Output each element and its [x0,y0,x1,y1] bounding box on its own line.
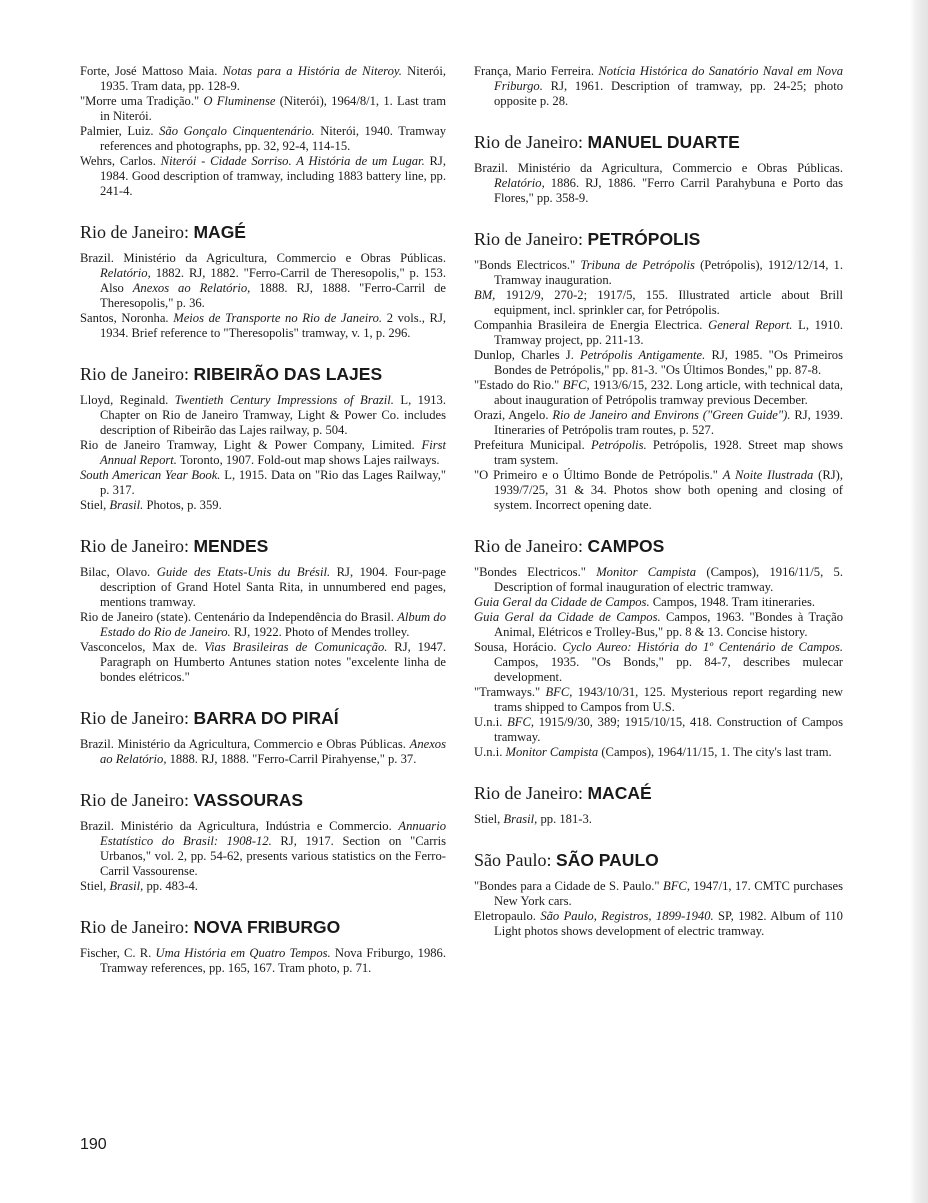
bibliography-entry: Wehrs, Carlos. Niterói - Cidade Sorriso. A História de um Lugar. RJ, 1984. Good description of tramway, including 1883 battery line, pp. 241-4. [80,154,446,198]
bibliography-entry: Brazil. Ministério da Agricultura, Indústria e Commercio. Annuario Estatístico do Brasil: 1908-12. RJ, 1917. Section on "Carris Urbanos," vol. 2, pp. 54-62, presents various statistics on the Ferro-Carril Vassourense. [80,819,446,878]
section-heading [474,131,843,153]
bibliography-entry: "Tramways." BFC, 1943/10/31, 125. Mysterious report regarding new trams shipped to Campos from U.S. [474,685,843,714]
bibliography-entry: Brazil. Ministério da Agricultura, Commercio e Obras Públicas. Relatório, 1886. RJ, 1886. "Ferro Carril Parahybuna e Porto das Flores," pp. 358-9. [474,161,843,205]
bibliography-entry: "O Primeiro e o Último Bonde de Petrópolis." A Noite Ilustrada (RJ), 1939/7/25, 31 & 34. Photos show both opening and closing of system. Incorrect opening date. [474,468,843,512]
heading-region: Rio de Janeiro: [80,917,194,937]
section-heading [474,535,843,557]
bibliography-entry: Prefeitura Municipal. Petrópolis. Petrópolis, 1928. Street map shows tram system. [474,438,843,467]
bibliography-entry: Brazil. Ministério da Agricultura, Commercio e Obras Públicas. Relatório, 1882. RJ, 1882. "Ferro-Carril de Theresopolis," p. 153. Also Anexos ao Relatório, 1888. RJ, 1888. "Ferro-Carril de Theresopolis," p. 36. [80,251,446,310]
heading-region: Rio de Janeiro: [474,536,588,556]
bibliography-entry: U.n.i. BFC, 1915/9/30, 389; 1915/10/15, 418. Construction of Campos tramway. [474,715,844,744]
bibliography-entry: South American Year Book. L, 1915. Data on "Rio das Lages Railway," p. 317. [80,468,446,497]
left-column [80,64,446,976]
heading-place: NOVA FRIBURGO [193,917,341,937]
bibliography-entry: BM, 1912/9, 270-2; 1917/5, 155. Illustrated article about Brill equipment, incl. sprinkler car, for Petrópolis. [474,288,843,317]
bibliography-entry: Dunlop, Charles J. Petrópolis Antigamente. RJ, 1985. "Os Primeiros Bondes de Petrópolis," pp. 81-3. "Os Últimos Bondes," pp. 87-8. [474,348,843,377]
bibliography-section [80,707,446,767]
bibliography-section [80,64,446,199]
bibliography-entry: Bilac, Olavo. Guide des Etats-Unis du Brésil. RJ, 1904. Four-page description of Grand Hotel Santa Rita, in unnumbered end pages, mentions tramway. [80,565,446,609]
bibliography-entry: Guia Geral da Cidade de Campos. Campos, 1948. Tram itineraries. [474,595,816,609]
bibliography-entry: Brazil. Ministério da Agricultura, Commercio e Obras Públicas. Anexos ao Relatório, 1888. RJ, 1888. "Ferro-Carril Pirahyense," p. 37. [80,737,446,766]
bibliography-section [474,131,843,206]
heading-region: São Paulo: [474,850,557,870]
heading-region: Rio de Janeiro: [474,783,588,803]
bibliography-entry: Orazi, Angelo. Rio de Janeiro and Environs ("Green Guide"). RJ, 1939. Itineraries of Petrópolis tram routes, p. 527. [474,408,843,437]
section-heading [80,221,446,243]
section-heading [80,916,446,938]
bibliography-entry: Lloyd, Reginald. Twentieth Century Impressions of Brazil. L, 1913. Chapter on Rio de Janeiro Tramway, Light & Power Co. includes description of Ribeirão das Lajes railway, p. 504. [80,393,446,437]
right-column [474,64,843,939]
heading-place: CAMPOS [587,536,665,556]
bibliography-section [80,363,446,513]
bibliography-section [474,535,843,760]
heading-region: Rio de Janeiro: [474,229,588,249]
section-heading [80,707,446,729]
bibliography-entry: Vasconcelos, Max de. Vias Brasileiras de Comunicação. RJ, 1947. Paragraph on Humberto Antunes station notes "excelente linha de bondes elétricos." [80,640,446,684]
heading-place: MANUEL DUARTE [587,132,740,152]
heading-region: Rio de Janeiro: [474,132,588,152]
heading-region: Rio de Janeiro: [80,364,194,384]
heading-region: Rio de Janeiro: [80,222,194,242]
heading-place: MENDES [193,536,269,556]
bibliography-entry: Fischer, C. R. Uma História em Quatro Tempos. Nova Friburgo, 1986. Tramway references, pp. 165, 167. Tram photo, p. 71. [80,946,446,975]
bibliography-entry: Palmier, Luiz. São Gonçalo Cinquentenário. Niterói, 1940. Tramway references and photographs, pp. 32, 92-4, 114-15. [80,124,447,153]
bibliography-entry: Stiel, Brasil, pp. 483-4. [80,879,198,893]
bibliography-entry: Sousa, Horácio. Cyclo Aureo: História do 1º Centenário de Campos. Campos, 1935. "Os Bonds," pp. 84-7, describes mulecar development. [474,640,843,684]
bibliography-entry: Rio de Janeiro Tramway, Light & Power Company, Limited. First Annual Report. Toronto, 1907. Fold-out map shows Lajes railways. [80,438,446,467]
heading-place: RIBEIRÃO DAS LAJES [193,364,383,384]
bibliography-entry: U.n.i. Monitor Campista (Campos), 1964/11/15, 1. The city's last tram. [474,745,832,759]
heading-place: PETRÓPOLIS [587,229,701,249]
heading-region: Rio de Janeiro: [80,790,194,810]
section-heading [80,363,446,385]
section-heading [80,535,446,557]
section-heading [80,789,446,811]
heading-place: MACAÉ [587,783,652,803]
bibliography-entry: "Bondes para a Cidade de S. Paulo." BFC, 1947/1, 17. CMTC purchases New York cars. [474,879,843,908]
bibliography-entry: Guia Geral da Cidade de Campos. Campos, 1963. "Bondes à Tração Animal, Elétricos e Trolley-Bus," pp. 8 & 13. Concise history. [474,610,843,639]
bibliography-section [80,221,446,341]
bibliography-entry: "Bonds Electricos." Tribuna de Petrópolis (Petrópolis), 1912/12/14, 1. Tramway inauguration. [474,258,843,287]
bibliography-entry: Santos, Noronha. Meios de Transporte no Rio de Janeiro. 2 vols., RJ, 1934. Brief reference to "Theresopolis" tramway, v. 1, p. 296. [80,311,447,340]
heading-place: MAGÉ [193,222,246,242]
heading-region: Rio de Janeiro: [80,536,194,556]
section-heading [474,849,843,871]
bibliography-section [80,535,446,685]
page-edge-shadow [910,0,928,1203]
bibliography-section [474,782,843,827]
bibliography-entry: "Estado do Rio." BFC, 1913/6/15, 232. Long article, with technical data, about inauguration of Petrópolis tramway previous December. [474,378,843,407]
bibliography-entry: Companhia Brasileira de Energia Electrica. General Report. L, 1910. Tramway project, pp. 211-13. [474,318,843,347]
bibliography-entry: Stiel, Brasil. Photos, p. 359. [80,498,222,512]
heading-place: VASSOURAS [193,790,304,810]
bibliography-entry: Forte, José Mattoso Maia. Notas para a História de Niteroy. Niterói, 1935. Tram data, pp. 128-9. [80,64,446,93]
bibliography-section [80,916,446,976]
bibliography-entry: "Bondes Electricos." Monitor Campista (Campos), 1916/11/5, 5. Description of formal inauguration of electric tramway. [474,565,844,594]
heading-place: SÃO PAULO [556,850,659,870]
bibliography-entry: Rio de Janeiro (state). Centenário da Independência do Brasil. Album do Estado do Rio de Janeiro. RJ, 1922. Photo of Mendes trolley. [80,610,446,639]
bibliography-section [474,849,843,939]
bibliography-section [80,789,446,894]
heading-place: BARRA DO PIRAÍ [193,708,339,728]
bibliography-entry: Stiel, Brasil, pp. 181-3. [474,812,592,826]
bibliography-section [474,64,843,109]
section-heading [474,228,843,250]
bibliography-section [474,228,843,513]
bibliography-entry: França, Mario Ferreira. Notícia Histórica do Sanatório Naval em Nova Friburgo. RJ, 1961. Description of tramway, pp. 24-25; photo opposite p. 28. [474,64,843,108]
bibliography-entry: Eletropaulo. São Paulo, Registros, 1899-1940. SP, 1982. Album of 110 Light photos shows development of electric tramway. [474,909,843,938]
heading-region: Rio de Janeiro: [80,708,194,728]
page-number: 190 [80,1136,107,1153]
bibliography-entry: "Morre uma Tradição." O Fluminense (Niterói), 1964/8/1, 1. Last tram in Niterói. [80,94,446,123]
section-heading [474,782,843,804]
